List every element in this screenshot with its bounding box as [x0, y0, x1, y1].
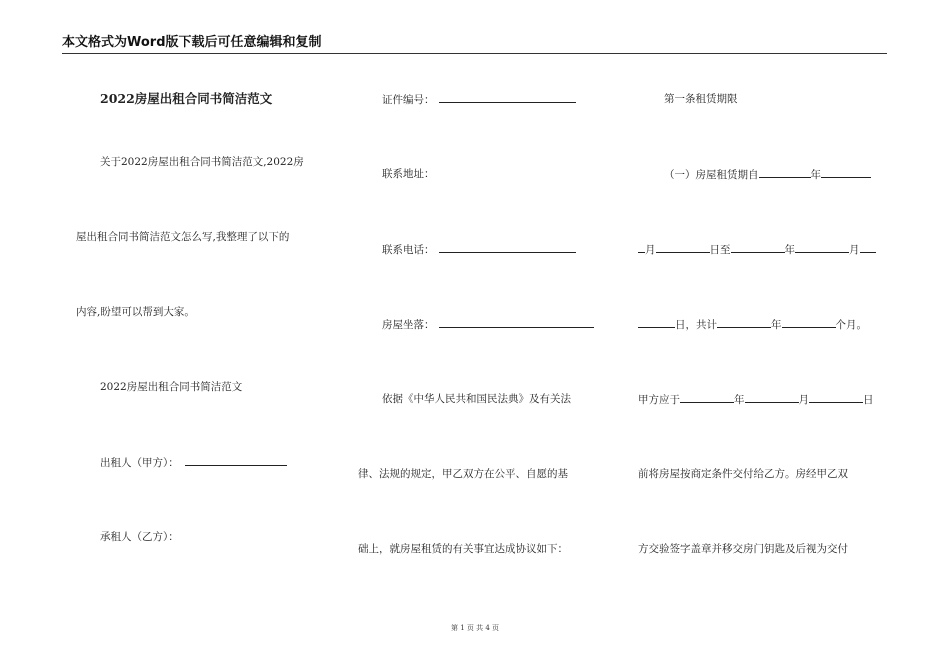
lessee-label: 承租人（乙方）：	[100, 531, 179, 543]
intro-line-1: 关于2022房屋出租合同书简洁范文,2022房	[100, 156, 304, 168]
deliver-line-1	[638, 392, 874, 407]
total-years-blank	[717, 317, 771, 328]
term-start-month-blank	[821, 167, 871, 178]
month-unit: 月	[849, 244, 860, 256]
cert-number-blank	[439, 92, 576, 103]
year-unit: 年	[810, 169, 821, 181]
month-unit: 月	[645, 244, 656, 256]
term-line-2	[638, 242, 876, 257]
basis-line-2: 律、法规的规定，甲乙双方在公平、自愿的基	[358, 468, 568, 480]
section-subtitle: 2022房屋出租合同书简洁范文	[100, 381, 243, 393]
end-day-blank	[860, 242, 876, 253]
location-label: 房屋坐落：	[382, 319, 435, 331]
year-unit: 年	[771, 319, 782, 331]
end-day-blank-cont	[638, 317, 675, 328]
document-header: 本文格式为Word版下载后可任意编辑和复制	[62, 35, 322, 50]
lessee-field	[100, 530, 179, 544]
deliver-month-blank	[745, 392, 799, 403]
document-title: 2022房屋出租合同书简洁范文	[100, 91, 273, 106]
total-label: 日，共计	[675, 319, 717, 331]
month-unit: 月	[798, 394, 809, 406]
phone-label: 联系电话：	[382, 244, 435, 256]
page-footer: 第 1 页 共 4 页	[450, 624, 500, 632]
address-label: 联系地址：	[382, 168, 435, 180]
deliver-year-blank	[680, 392, 734, 403]
deliver-day-blank	[809, 392, 863, 403]
location-field	[382, 317, 594, 332]
year-unit: 年	[784, 244, 795, 256]
cert-number-label: 证件编号：	[382, 94, 435, 106]
term-start-label: （一）房屋租赁期自	[664, 169, 759, 181]
term-line-3	[638, 317, 867, 332]
intro-line-2: 屋出租合同书简洁范文怎么写,我整理了以下的	[76, 231, 290, 243]
article-title: 第一条租赁期限	[664, 93, 738, 105]
header-divider	[62, 53, 887, 54]
phone-field	[382, 242, 576, 257]
intro-line-3: 内容,盼望可以帮到大家。	[76, 306, 195, 318]
term-line-1	[664, 167, 871, 182]
basis-line-1: 依据《中华人民共和国民法典》及有关法	[382, 393, 571, 405]
total-months-blank	[782, 317, 836, 328]
deliver-label: 甲方应于	[638, 394, 680, 406]
year-unit: 年	[734, 394, 745, 406]
lessor-label: 出租人（甲方）：	[100, 457, 179, 469]
month-lead-blank	[638, 242, 645, 253]
lessor-blank	[185, 455, 287, 466]
end-month-blank	[795, 242, 849, 253]
cert-number-field	[382, 92, 576, 107]
day-unit: 日	[863, 394, 874, 406]
lessor-field	[100, 455, 287, 470]
deliver-line-3: 方交验签字盖章并移交房门钥匙及后视为交付	[638, 543, 848, 555]
deliver-line-2: 前将房屋按商定条件交付给乙方。房经甲乙双	[638, 468, 848, 480]
basis-line-3: 础上，就房屋租赁的有关事宜达成协议如下：	[358, 543, 568, 555]
phone-blank	[439, 242, 576, 253]
end-year-blank	[731, 242, 785, 253]
start-day-blank	[656, 242, 710, 253]
address-field	[382, 167, 435, 181]
term-start-year-blank	[759, 167, 811, 178]
location-blank	[439, 317, 594, 328]
until-label: 日至	[709, 244, 731, 256]
month-count-unit: 个月。	[835, 319, 867, 331]
